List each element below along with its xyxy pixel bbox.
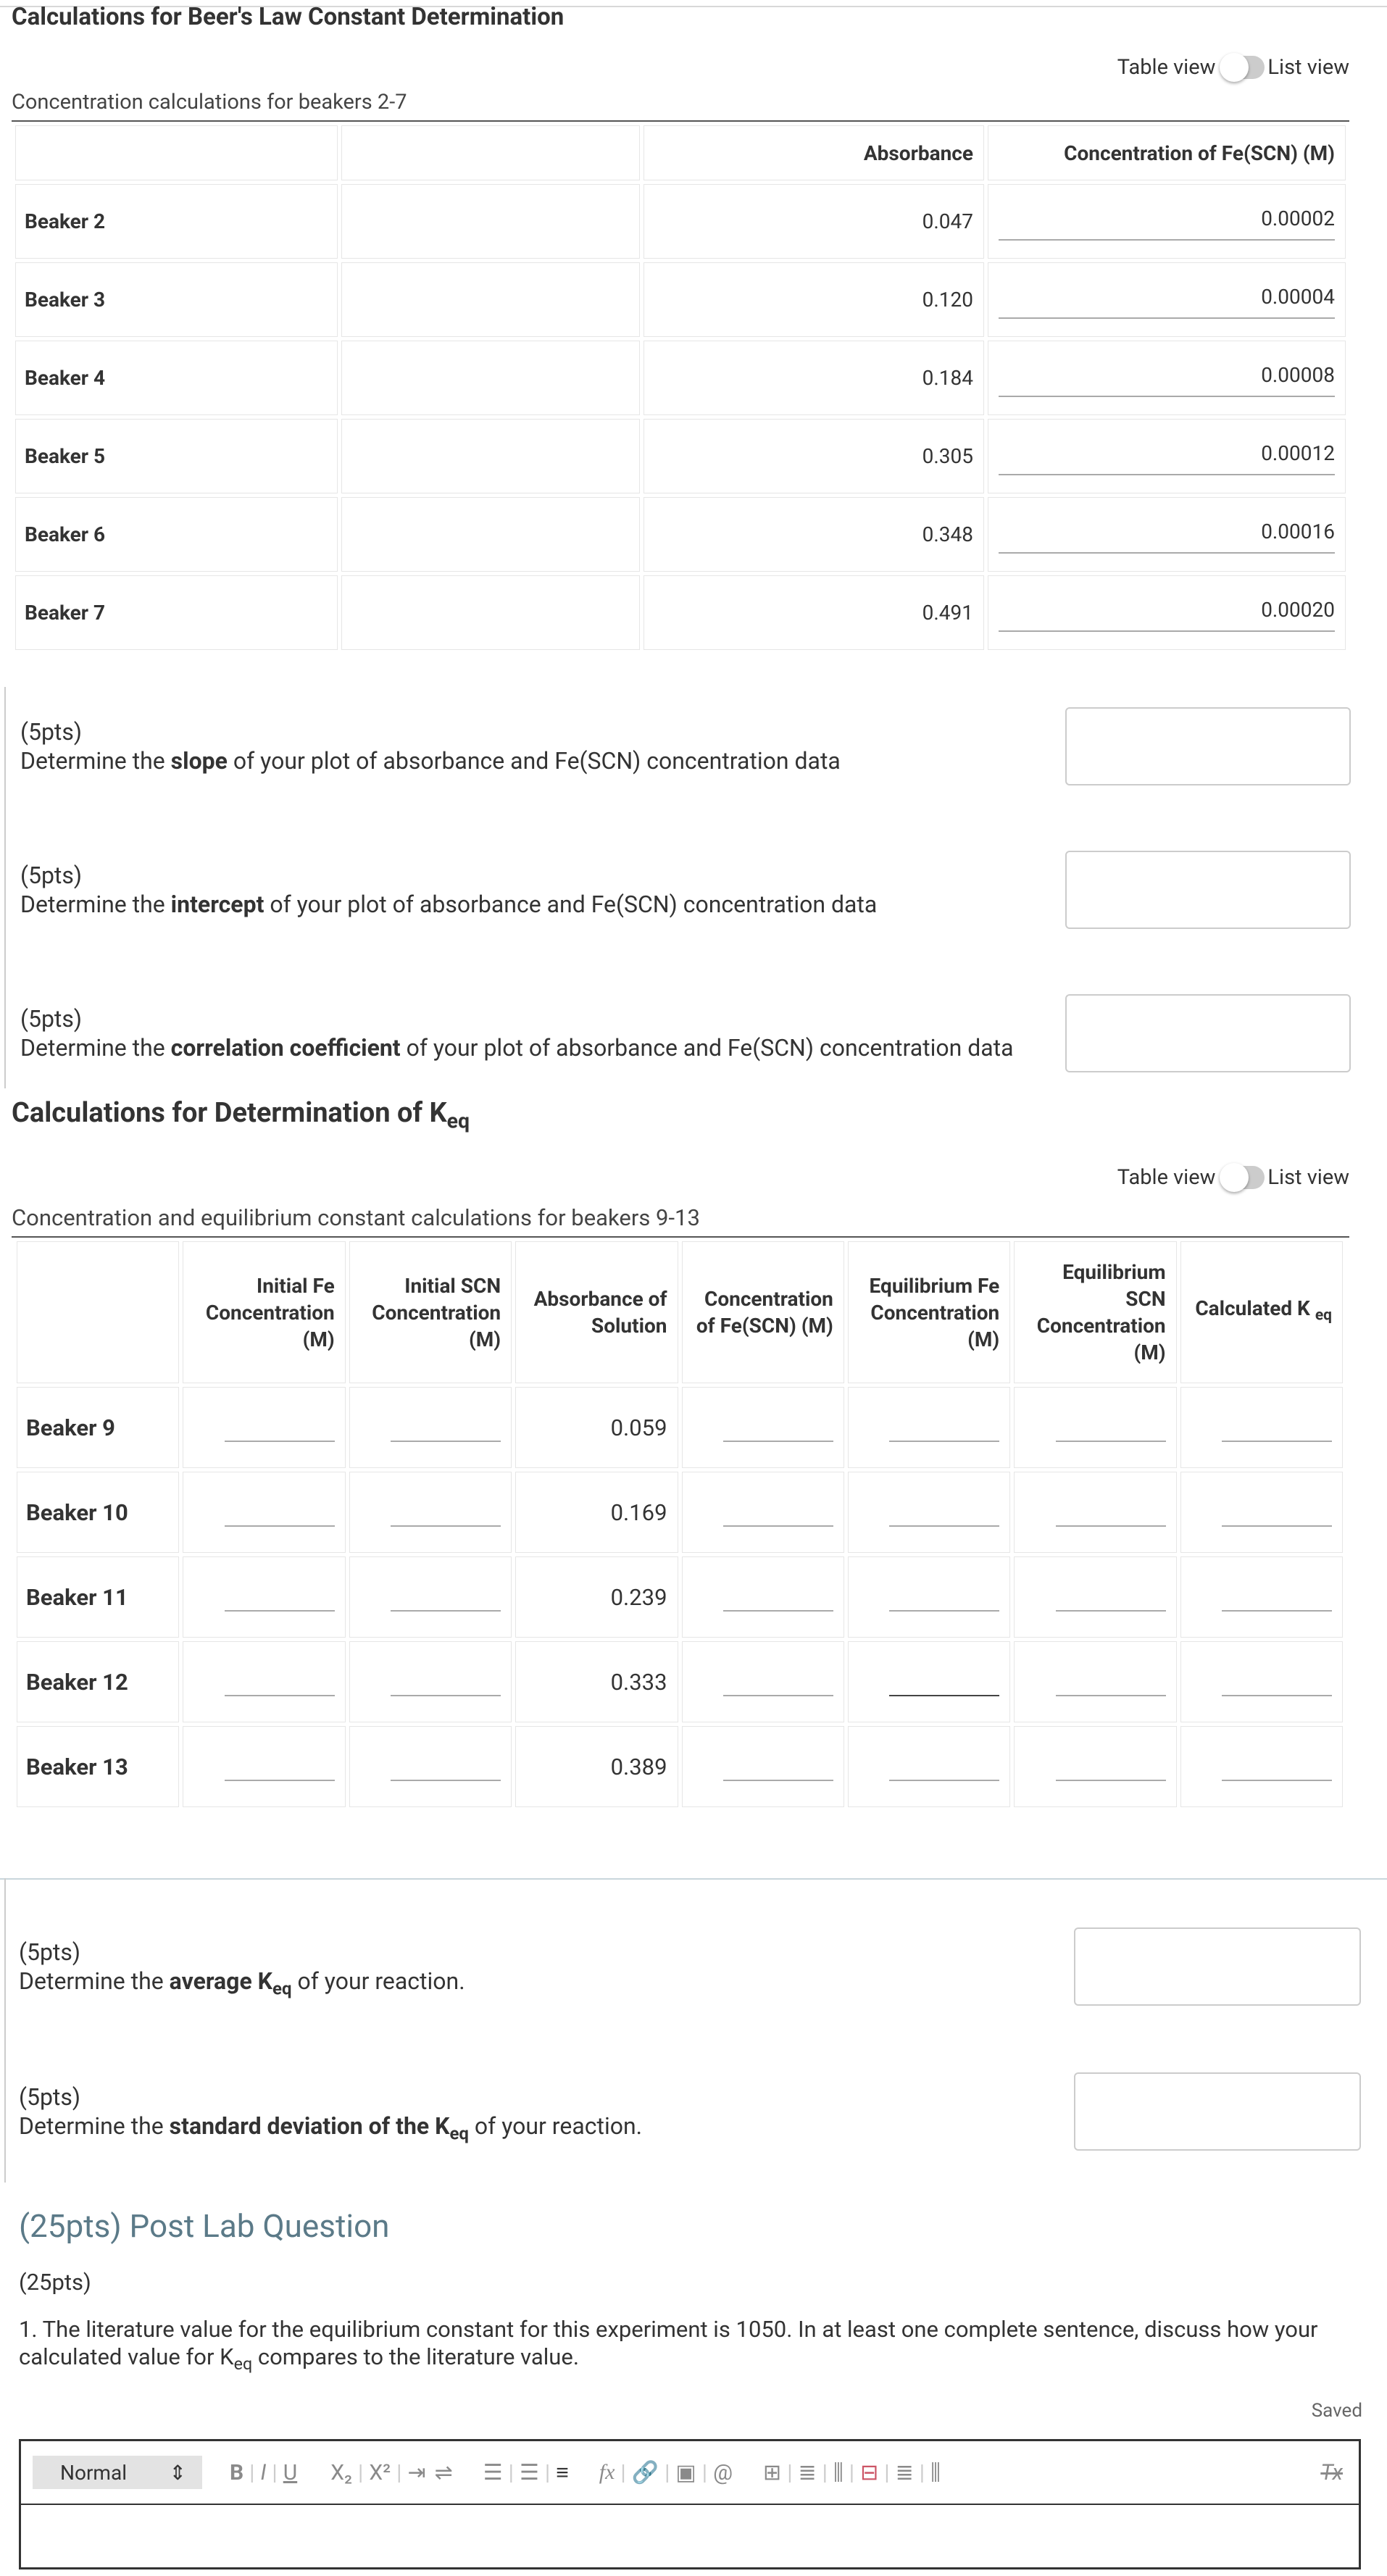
table-row [15,575,1346,650]
underline-icon[interactable]: U [283,2459,298,2485]
row-label: Beaker 2 [15,184,338,259]
eq-fe-input[interactable] [889,1583,999,1612]
header-conc-fescn: Concentration of Fe(SCN) (M) [682,1241,844,1383]
row-label: Beaker 3 [15,262,338,337]
stddev-keq-answer-input[interactable] [1074,2072,1361,2151]
question-points: (5pts) [20,1005,83,1033]
row-label: Beaker 10 [17,1472,179,1553]
postlab-question: 1. The literature value for the equilibrium constant for this experiment is 1050. In at least one complete sentence, discuss how your calculated value for $K_{eq}$ compares to the literature value. [19,2316,1318,2375]
conc-fescn-input[interactable] [723,1413,833,1442]
header-absorbance: Absorbance [643,125,984,180]
header-blank [15,125,338,180]
questions-left-bar [4,1878,6,2183]
question-points: (5pts) [20,718,83,746]
intercept-answer-input[interactable] [1065,851,1351,929]
question-emphasis: average $K_{eq}$ [169,1967,292,1999]
indent-icon[interactable]: ⇥ [407,2459,426,2485]
absorbance-value: 0.120 [643,262,984,337]
concentration-input[interactable]: 0.00002 [999,207,1335,241]
concentration-input[interactable]: 0.00008 [999,363,1335,397]
absorbance-value: 0.059 [515,1387,678,1468]
link-icon[interactable]: 🔗 [631,2459,659,2485]
header-blank [17,1241,179,1383]
initial-fe-input[interactable] [225,1667,335,1696]
table-view-label: Table view [1117,1165,1216,1190]
absorbance-value: 0.184 [643,341,984,415]
concentration-input[interactable]: 0.00004 [999,285,1335,319]
eq-fe-input[interactable] [889,1667,999,1696]
initial-scn-input[interactable] [391,1498,501,1527]
blank-cell [341,341,640,415]
question-emphasis: slope [170,747,228,775]
eq-fe-input[interactable] [889,1498,999,1527]
header-absorbance: Absorbance of Solution [515,1241,678,1383]
list-view-label: List view [1267,1165,1349,1190]
question-slope [20,717,841,775]
row-label: Beaker 11 [17,1556,179,1638]
absorbance-value: 0.389 [515,1726,678,1807]
concentration-input[interactable]: 0.00016 [999,520,1335,554]
initial-fe-input[interactable] [225,1583,335,1612]
eq-fe-input[interactable] [889,1752,999,1781]
initial-fe-input[interactable] [225,1413,335,1442]
calc-keq-input[interactable] [1222,1752,1332,1781]
question-text: of your plot of absorbance and Fe(SCN) concentration data [400,1034,1014,1062]
calc-keq-input[interactable] [1222,1498,1332,1527]
updown-icon: ⇕ [169,2460,186,2485]
question-text: Determine the [19,1967,170,1995]
keq-title: Calculations for Determination of $K_{eq}$ [12,1097,470,1133]
view-switch[interactable] [1223,1166,1265,1189]
header-initial-scn: Initial SCN Concentration (M) [349,1241,512,1383]
table-row [17,1472,1343,1553]
attachment-icon[interactable]: @ [713,2459,733,2485]
slope-answer-input[interactable] [1065,707,1351,785]
question-emphasis: standard deviation of the $K_{eq}$ [169,2112,469,2144]
view-switch[interactable] [1223,56,1265,79]
calc-keq-input[interactable] [1222,1583,1332,1612]
header-eq-scn: Equilibrium SCN Concentration (M) [1014,1241,1176,1383]
view-toggle-keq[interactable] [1117,1165,1349,1190]
initial-scn-input[interactable] [391,1752,501,1781]
insert-column-icon[interactable]: ⫼ [833,2459,844,2485]
correlation-answer-input[interactable] [1065,994,1351,1072]
table-icon[interactable]: ⊞ [763,2459,782,2485]
concentration-input[interactable]: 0.00012 [999,441,1335,475]
beers-caption: Concentration calculations for beakers 2-7 [12,90,407,114]
eq-fe-input[interactable] [889,1413,999,1442]
table-row [17,1641,1343,1722]
blank-cell [341,575,640,650]
question-points: (5pts) [19,1938,81,1966]
calc-keq-input[interactable] [1222,1667,1332,1696]
conc-fescn-input[interactable] [723,1498,833,1527]
question-points: (5pts) [20,862,83,889]
view-toggle-beers[interactable] [1117,55,1349,80]
question-points: (5pts) [19,2083,81,2111]
blank-cell [341,262,640,337]
eq-scn-input[interactable] [1056,1583,1166,1612]
postlab-title: (25pts) Post Lab Question [19,2207,390,2245]
initial-fe-input[interactable] [225,1752,335,1781]
initial-scn-input[interactable] [391,1413,501,1442]
question-text: of your plot of absorbance and Fe(SCN) concentration data [227,747,841,775]
header-blank [341,125,640,180]
header-initial-fe: Initial Fe Concentration (M) [183,1241,345,1383]
save-status: Saved [1311,2400,1362,2422]
delete-table-icon[interactable]: ⊟ [860,2459,879,2485]
conc-fescn-input[interactable] [723,1752,833,1781]
clear-format-icon[interactable]: Tx [1320,2459,1343,2485]
absorbance-value: 0.333 [515,1641,678,1722]
calc-keq-input[interactable] [1222,1413,1332,1442]
editor-toolbar: Normal ⇕ B | I | U X₂ | X² | ⇥ ⇌ ☰ | ☰ | ≡ fx | 🔗 | ▣ | @ ⊞ | ≣ | ⫼ | ⊟ | ≣ | ⫼ Tx [21,2441,1359,2505]
header-eq-fe: Equilibrium Fe Concentration (M) [848,1241,1010,1383]
editor-text-area[interactable] [21,2505,1359,2567]
absorbance-value: 0.169 [515,1472,678,1553]
question-emphasis: correlation coefficient [170,1034,401,1062]
italic-icon[interactable]: I [260,2459,267,2485]
table-row [15,497,1346,572]
bullet-list-icon[interactable]: ☰ [519,2459,539,2485]
blank-cell [341,419,640,493]
table-row [17,1726,1343,1807]
table-view-label: Table view [1117,55,1216,80]
question-text: Determine the [20,747,171,775]
question-text: Determine the [20,1034,171,1062]
concentration-input[interactable]: 0.00020 [999,598,1335,632]
header-calc-keq: Calculated K $_{eq}$ [1180,1241,1343,1383]
table-row [17,1556,1343,1638]
beers-table [12,122,1349,654]
eq-scn-input[interactable] [1056,1667,1166,1696]
rich-text-editor [19,2439,1361,2569]
initial-scn-input[interactable] [391,1667,501,1696]
row-label: Beaker 6 [15,497,338,572]
absorbance-value: 0.491 [643,575,984,650]
keq-caption: Concentration and equilibrium constant calculations for beakers 9-13 [12,1204,700,1231]
blank-cell [341,184,640,259]
header-concentration: Concentration of Fe(SCN) (M) [988,125,1346,180]
row-label: Beaker 13 [17,1726,179,1807]
formula-icon[interactable]: fx [599,2460,615,2484]
questions-left-bar [4,687,6,1088]
table-row [15,341,1346,415]
eq-scn-input[interactable] [1056,1752,1166,1781]
question-stddev-keq [19,2083,642,2148]
question-emphasis: intercept [170,891,265,918]
question-correlation [20,1004,1014,1062]
delete-column-icon[interactable]: ⫼ [930,2459,941,2485]
question-text: Determine the [20,891,171,918]
format-select[interactable]: Normal ⇕ [33,2456,202,2489]
row-label: Beaker 4 [15,341,338,415]
initial-fe-input[interactable] [225,1498,335,1527]
superscript-icon[interactable]: X² [369,2459,391,2485]
average-keq-answer-input[interactable] [1074,1927,1361,2006]
blank-cell [341,497,640,572]
eq-scn-input[interactable] [1056,1413,1166,1442]
image-icon[interactable]: ▣ [675,2459,696,2485]
question-text: of your plot of absorbance and Fe(SCN) concentration data [264,891,878,918]
table-row [15,419,1346,493]
absorbance-value: 0.348 [643,497,984,572]
list-view-label: List view [1267,55,1349,80]
keq-table [13,1238,1346,1811]
delete-row-icon[interactable]: ≣ [895,2459,914,2485]
row-label: Beaker 12 [17,1641,179,1722]
beers-law-title: Calculations for Beer's Law Constant Determination [12,3,565,31]
table-row [17,1387,1343,1468]
section-divider [0,1878,1387,1880]
ordered-list-icon[interactable]: ☰ [483,2459,503,2485]
question-intercept [20,861,877,919]
bold-icon[interactable]: B [230,2459,244,2485]
table-row [15,184,1346,259]
row-label: Beaker 9 [17,1387,179,1468]
question-text: of your reaction. [468,2112,643,2140]
row-label: Beaker 5 [15,419,338,493]
question-text: Determine the [19,2112,170,2140]
insert-row-icon[interactable]: ≣ [798,2459,817,2485]
table-row [15,262,1346,337]
question-text: of your reaction. [291,1967,465,1995]
absorbance-value: 0.305 [643,419,984,493]
absorbance-value: 0.047 [643,184,984,259]
initial-scn-input[interactable] [391,1583,501,1612]
eq-scn-input[interactable] [1056,1498,1166,1527]
question-average-keq [19,1938,465,2003]
subscript-icon[interactable]: X₂ [330,2459,352,2485]
conc-fescn-input[interactable] [723,1667,833,1696]
row-label: Beaker 7 [15,575,338,650]
absorbance-value: 0.239 [515,1556,678,1638]
align-icon[interactable]: ≡ [556,2459,569,2485]
conc-fescn-input[interactable] [723,1583,833,1612]
equilibrium-arrow-icon[interactable]: ⇌ [434,2459,453,2485]
postlab-points: (25pts) [19,2269,91,2296]
